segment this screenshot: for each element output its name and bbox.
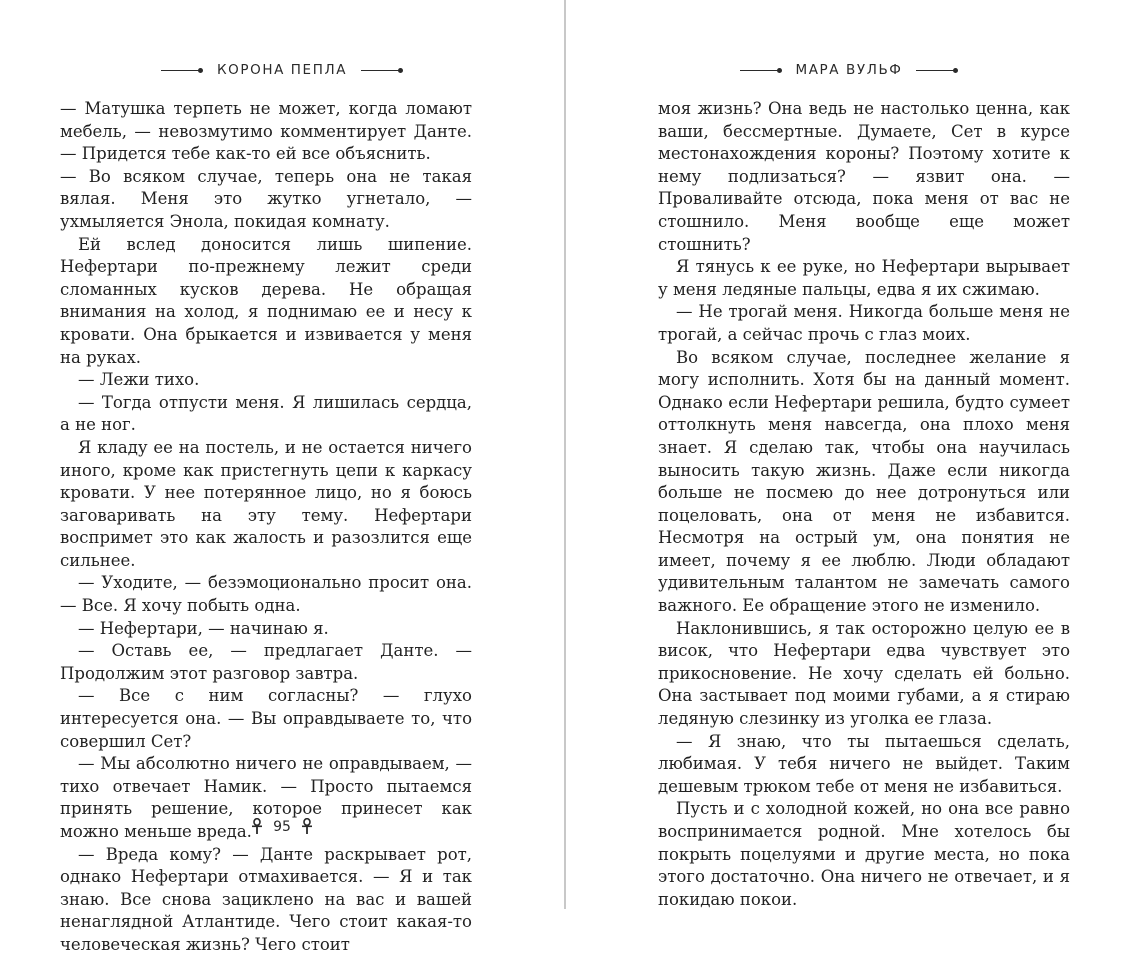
paragraph: — Не трогай меня. Никогда больше меня не трогай, а сейчас прочь с глаз моих. — [658, 302, 1070, 344]
paragraph: — Матушка терпеть не может, когда ломают мебель, — невозмутимо комментирует Данте. — Придется тебе как-то ей все объяснить. — [60, 99, 472, 164]
left-page — [0, 0, 564, 954]
ankh-icon — [301, 818, 313, 834]
book-title: КОРОНА ПЕПЛА — [216, 62, 348, 78]
paragraph: — Вреда кому? — Данте раскрывает рот, однако Нефертари отмахивается. — Я и так знаю. Все снова зациклено на вас и вашей ненаглядной Атлантиде. Чего стоит какая-то человеческая жизнь? Чего стоит — [60, 844, 472, 954]
paragraph: — Уходите, — безэмоционально просит она. — Все. Я хочу побыть одна. — [60, 573, 472, 616]
paragraph: моя жизнь? Она ведь не настолько ценна, как ваши, бессмертные. Думаете, Сет в курсе местонахождения короны? Поэтому хотите к нему подлизаться? — язвит она. — Проваливайте отсюда, пока меня от вас не стошнило. Меня вообще еще может стошнить? — [658, 99, 1070, 254]
running-head-left — [0, 62, 564, 78]
running-head-right — [568, 62, 1130, 78]
paragraph: — Мы абсолютно ничего не оправдываем, — тихо отвечает Намик. — Просто пытаемся принять решение, которое принесет как можно меньше вреда. — [60, 754, 472, 841]
paragraph: Во всяком случае, последнее желание я могу исполнить. Хотя бы на данный момент. Однако если Нефертари решила, будто сумеет оттолкнуть меня навсегда, она плохо меня знает. Я сделаю так, чтобы она научилась выносить такую жизнь. Даже если никогда больше не посмею до нее дотронуться или поцеловать, она от меня не избавится. Несмотря на острый ум, она понятия не имеет, почему я ее люблю. Люди обладают удивительным талантом не замечать самого важного. Ее обращение этого не изменило. — [658, 347, 1070, 616]
page-number-footer — [0, 818, 564, 835]
ankh-icon — [251, 818, 263, 834]
paragraph: Я тянусь к ее руке, но Нефертари вырывает у меня ледяные пальцы, едва я их сжимаю. — [658, 257, 1070, 299]
book-gutter — [564, 0, 566, 909]
paragraph: — Нефертари, — начинаю я. — [78, 618, 329, 638]
paragraph: — Я знаю, что ты пытаешься сделать, любимая. У тебя ничего не выйдет. Таким дешевым трюком тебе от меня не избавиться. — [658, 731, 1070, 796]
paragraph: Ей вслед доносится лишь шипение. Нефертари по-прежнему лежит среди сломанных кусков дерева. Не обращая внимания на холод, я поднимаю ее и несу к кровати. Она брыкается и извивается у меня на руках. — [60, 234, 472, 367]
paragraph: — Оставь ее, — предлагает Данте. — Продолжим этот разговор завтра. — [60, 641, 472, 683]
page-number: 95 — [273, 819, 291, 835]
right-page — [568, 0, 1130, 909]
paragraph: Я кладу ее на постель, и не остается ничего иного, кроме как пристегнуть цепи к каркасу кровати. У нее потерянное лицо, но я боюсь заговаривать на эту тему. Нефертари воспримет это как жалость и разозлится еще сильнее. — [60, 437, 472, 570]
author-name: МАРА ВУЛЬФ — [795, 62, 903, 78]
paragraph: — Лежи тихо. — [78, 370, 200, 390]
paragraph: — Во всяком случае, теперь она не такая вялая. Меня это жутко угнетало, — ухмыляется Энола, покидая комнату. — [60, 166, 472, 231]
paragraph: Наклонившись, я так осторожно целую ее в висок, что Нефертари едва чувствует это прикосновение. Не хочу сделать ей больно. Она застывает под моими губами, а я стираю ледяную слезинку из уголка ее глаза. — [658, 618, 1070, 729]
paragraph: Пусть и с холодной кожей, но она все равно воспринимается родной. Мне хотелось бы покрыть поцелуями и другие места, но пока этого достаточно. Она ничего не отвечает, и я покидаю покои. — [658, 799, 1070, 909]
right-body-text — [658, 98, 1070, 911]
paragraph: — Все с ним согласны? — глухо интересуется она. — Вы оправдываете то, что совершил Сет? — [60, 686, 472, 751]
paragraph: — Тогда отпусти меня. Я лишилась сердца, а не ног. — [60, 392, 472, 435]
